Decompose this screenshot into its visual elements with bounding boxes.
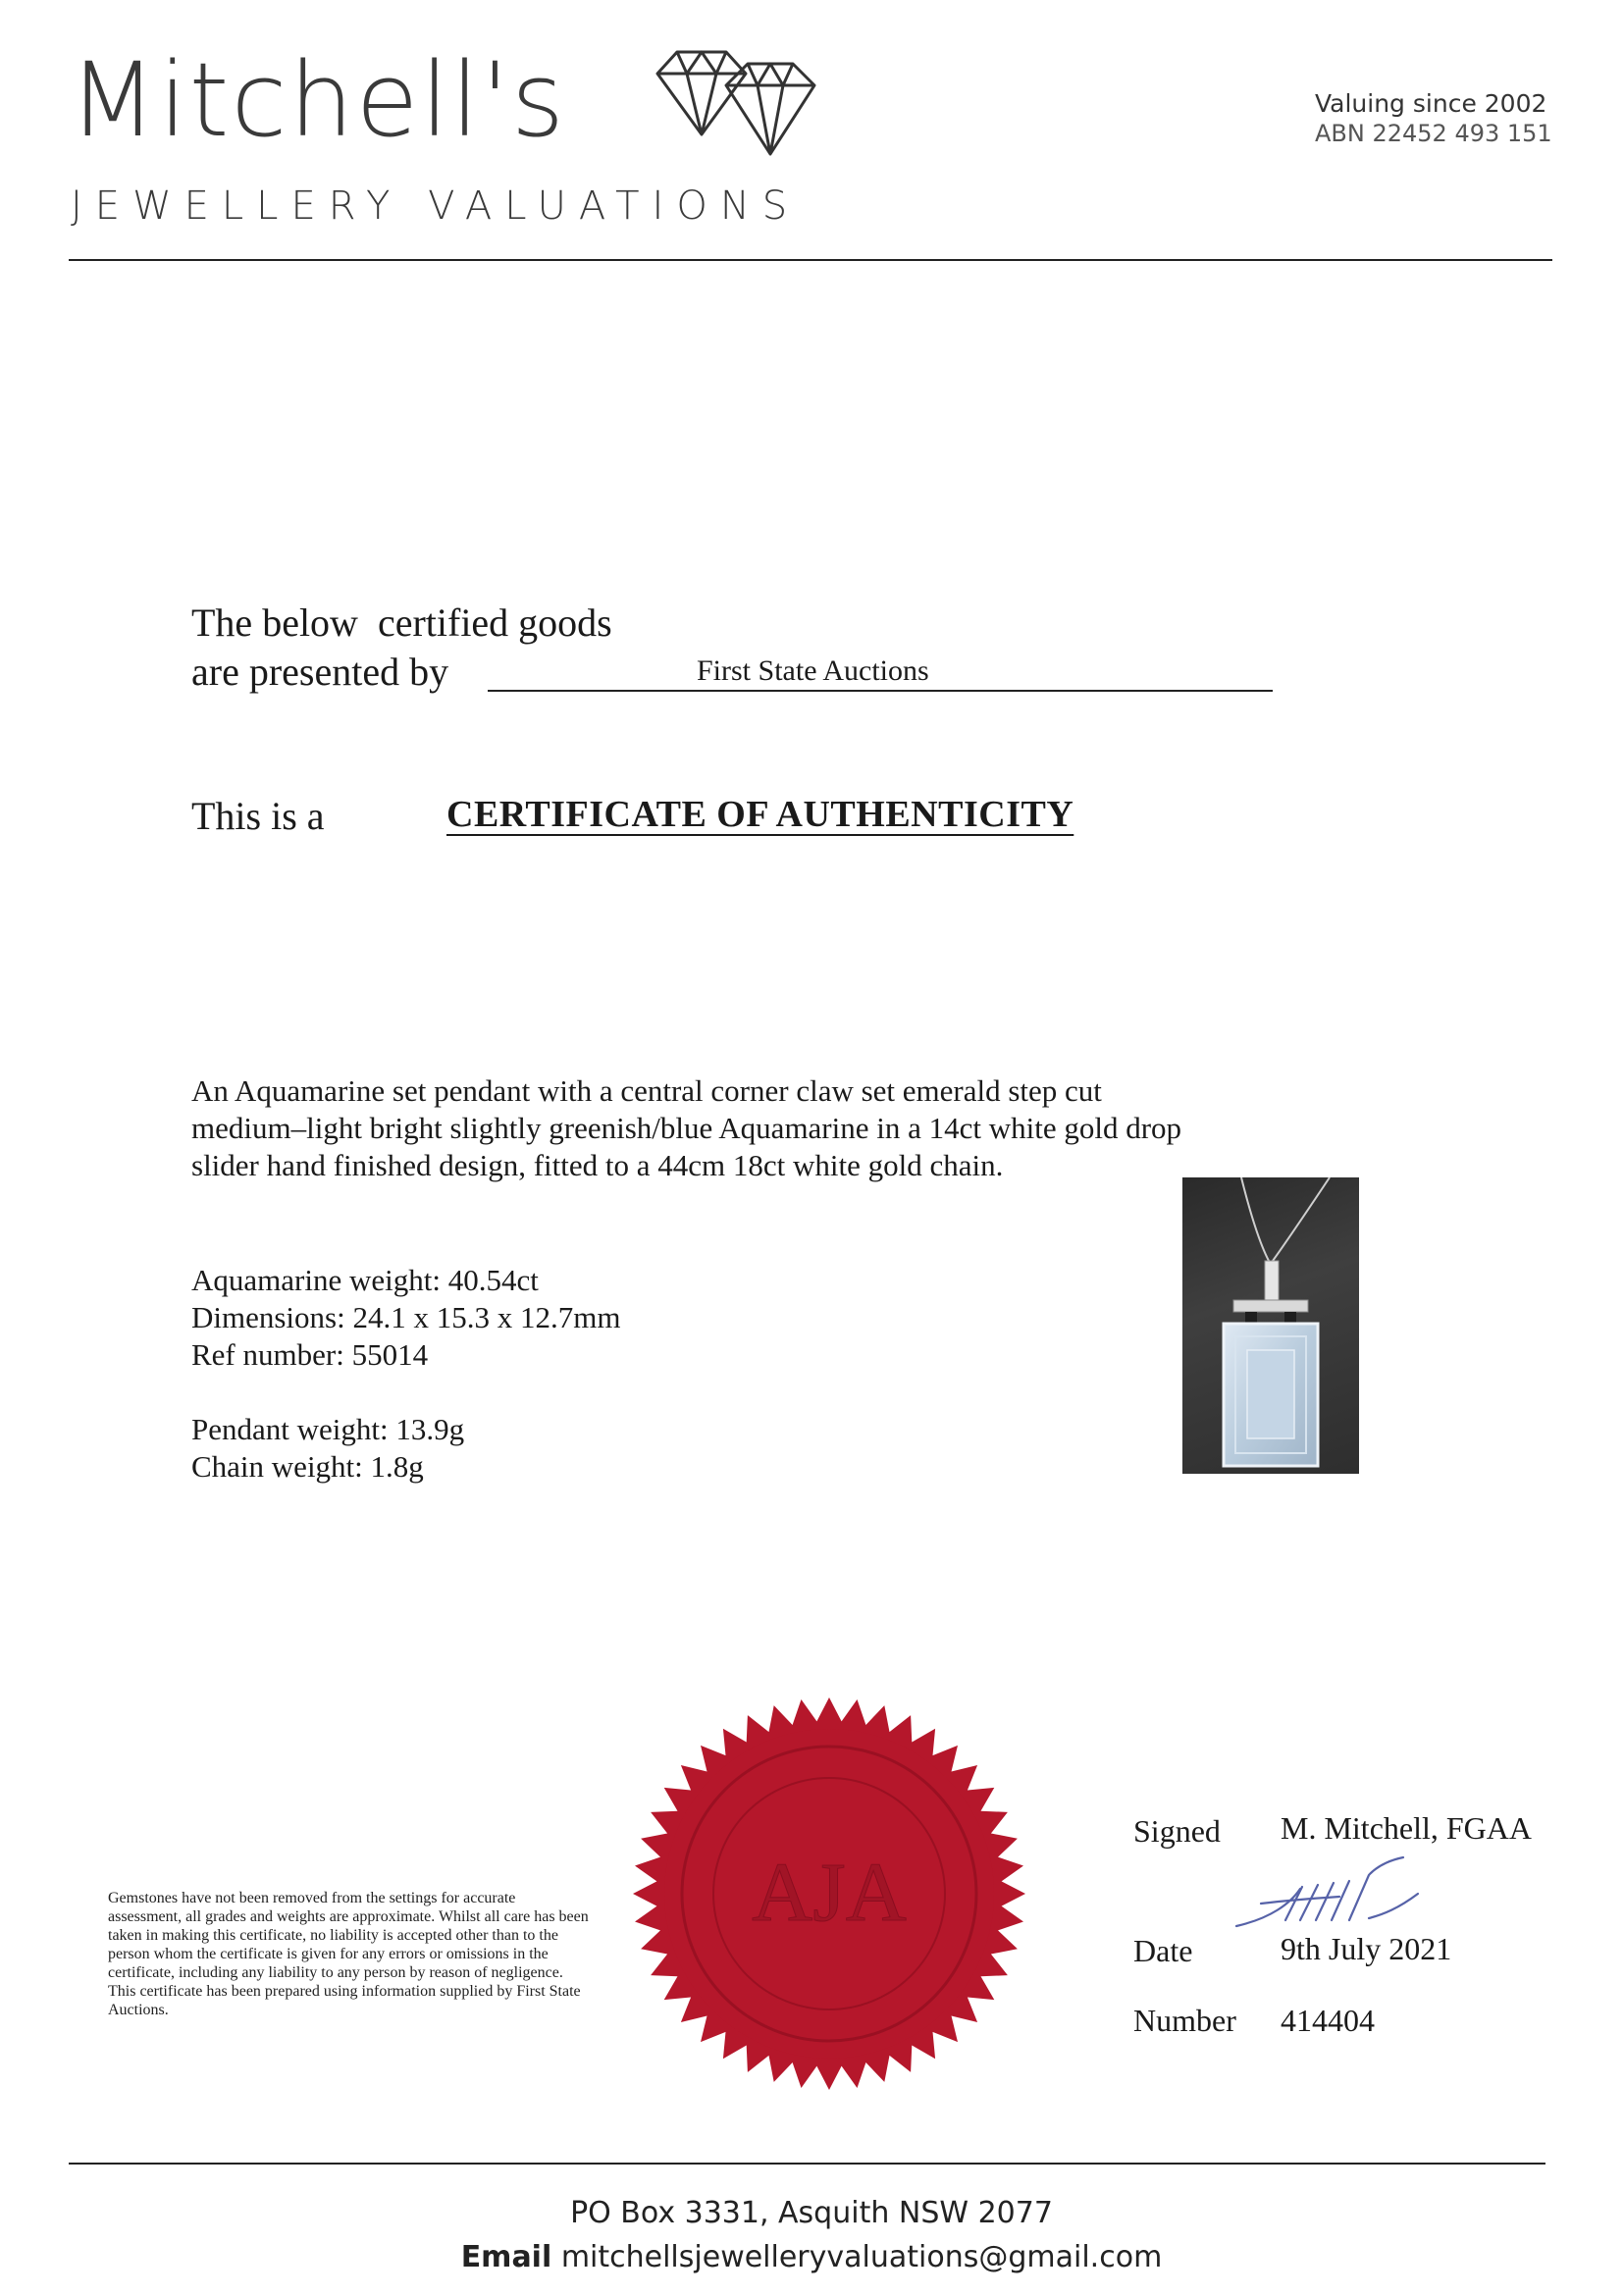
wax-seal-icon [628,1693,1030,2095]
presented-line-2: are presented by [191,650,449,694]
email-label: Email [460,2240,552,2274]
signed-value: M. Mitchell, FGAA [1281,1810,1532,1846]
abn-number: ABN 22452 493 151 [1315,120,1552,148]
dimensions: Dimensions: 24.1 x 15.3 x 12.7mm [191,1300,621,1334]
diamonds-logo-icon [648,44,819,182]
certificate-prefix: This is a [191,794,325,838]
header-divider [69,259,1552,261]
presenter-name: First State Auctions [697,654,929,687]
company-info [1315,88,1552,148]
date-value: 9th July 2021 [1281,1931,1452,1966]
email-address[interactable]: mitchellsjewelleryvaluations@gmail.com [560,2240,1163,2274]
pendant-weight: Pendant weight: 13.9g [191,1412,465,1446]
footer-divider [69,2163,1545,2165]
disclaimer-text: Gemstones have not been removed from the settings for accurate assessment, all grades and weights are approximate. Whilst all care has been taken in making this certificate, no liability is accepted other than to the person whom the certificate is given for any errors or omissions in the certificate, including any liability to any person by reason of negligence. This certificate has been prepared using information supplied by First State Auctions. [108,1890,589,2018]
valuing-since: Valuing since 2002 [1315,89,1547,118]
brand-subtitle: JEWELLERY VALUATIONS [71,183,801,229]
brand-name: Mitchell's [69,40,567,160]
footer-address: PO Box 3331, Asquith NSW 2077 [570,2196,1053,2230]
pendant-photo [1182,1177,1359,1474]
signed-label: Signed [1133,1813,1221,1849]
number-value: 414404 [1281,2003,1375,2038]
certificate-title: CERTIFICATE OF AUTHENTICITY [446,794,1074,835]
weight-specs [191,1411,464,1486]
ref-number: Ref number: 55014 [191,1337,429,1372]
footer-email [0,2240,1623,2274]
aquamarine-weight: Aquamarine weight: 40.54ct [191,1263,539,1297]
item-description: An Aquamarine set pendant with a central corner claw set emerald step cut medium–light bright slightly greenish/blue Aquamarine in a 14ct white gold drop slider hand finished design, fitted to a 44cm 18ct white gold chain. [191,1073,1182,1182]
gem-specs [191,1262,620,1374]
number-label: Number [1133,2003,1236,2038]
chain-weight: Chain weight: 1.8g [191,1449,424,1484]
presented-line-1: The below certified goods [191,600,612,645]
seal-monogram: AJA [752,1845,907,1939]
date-label: Date [1133,1933,1193,1968]
